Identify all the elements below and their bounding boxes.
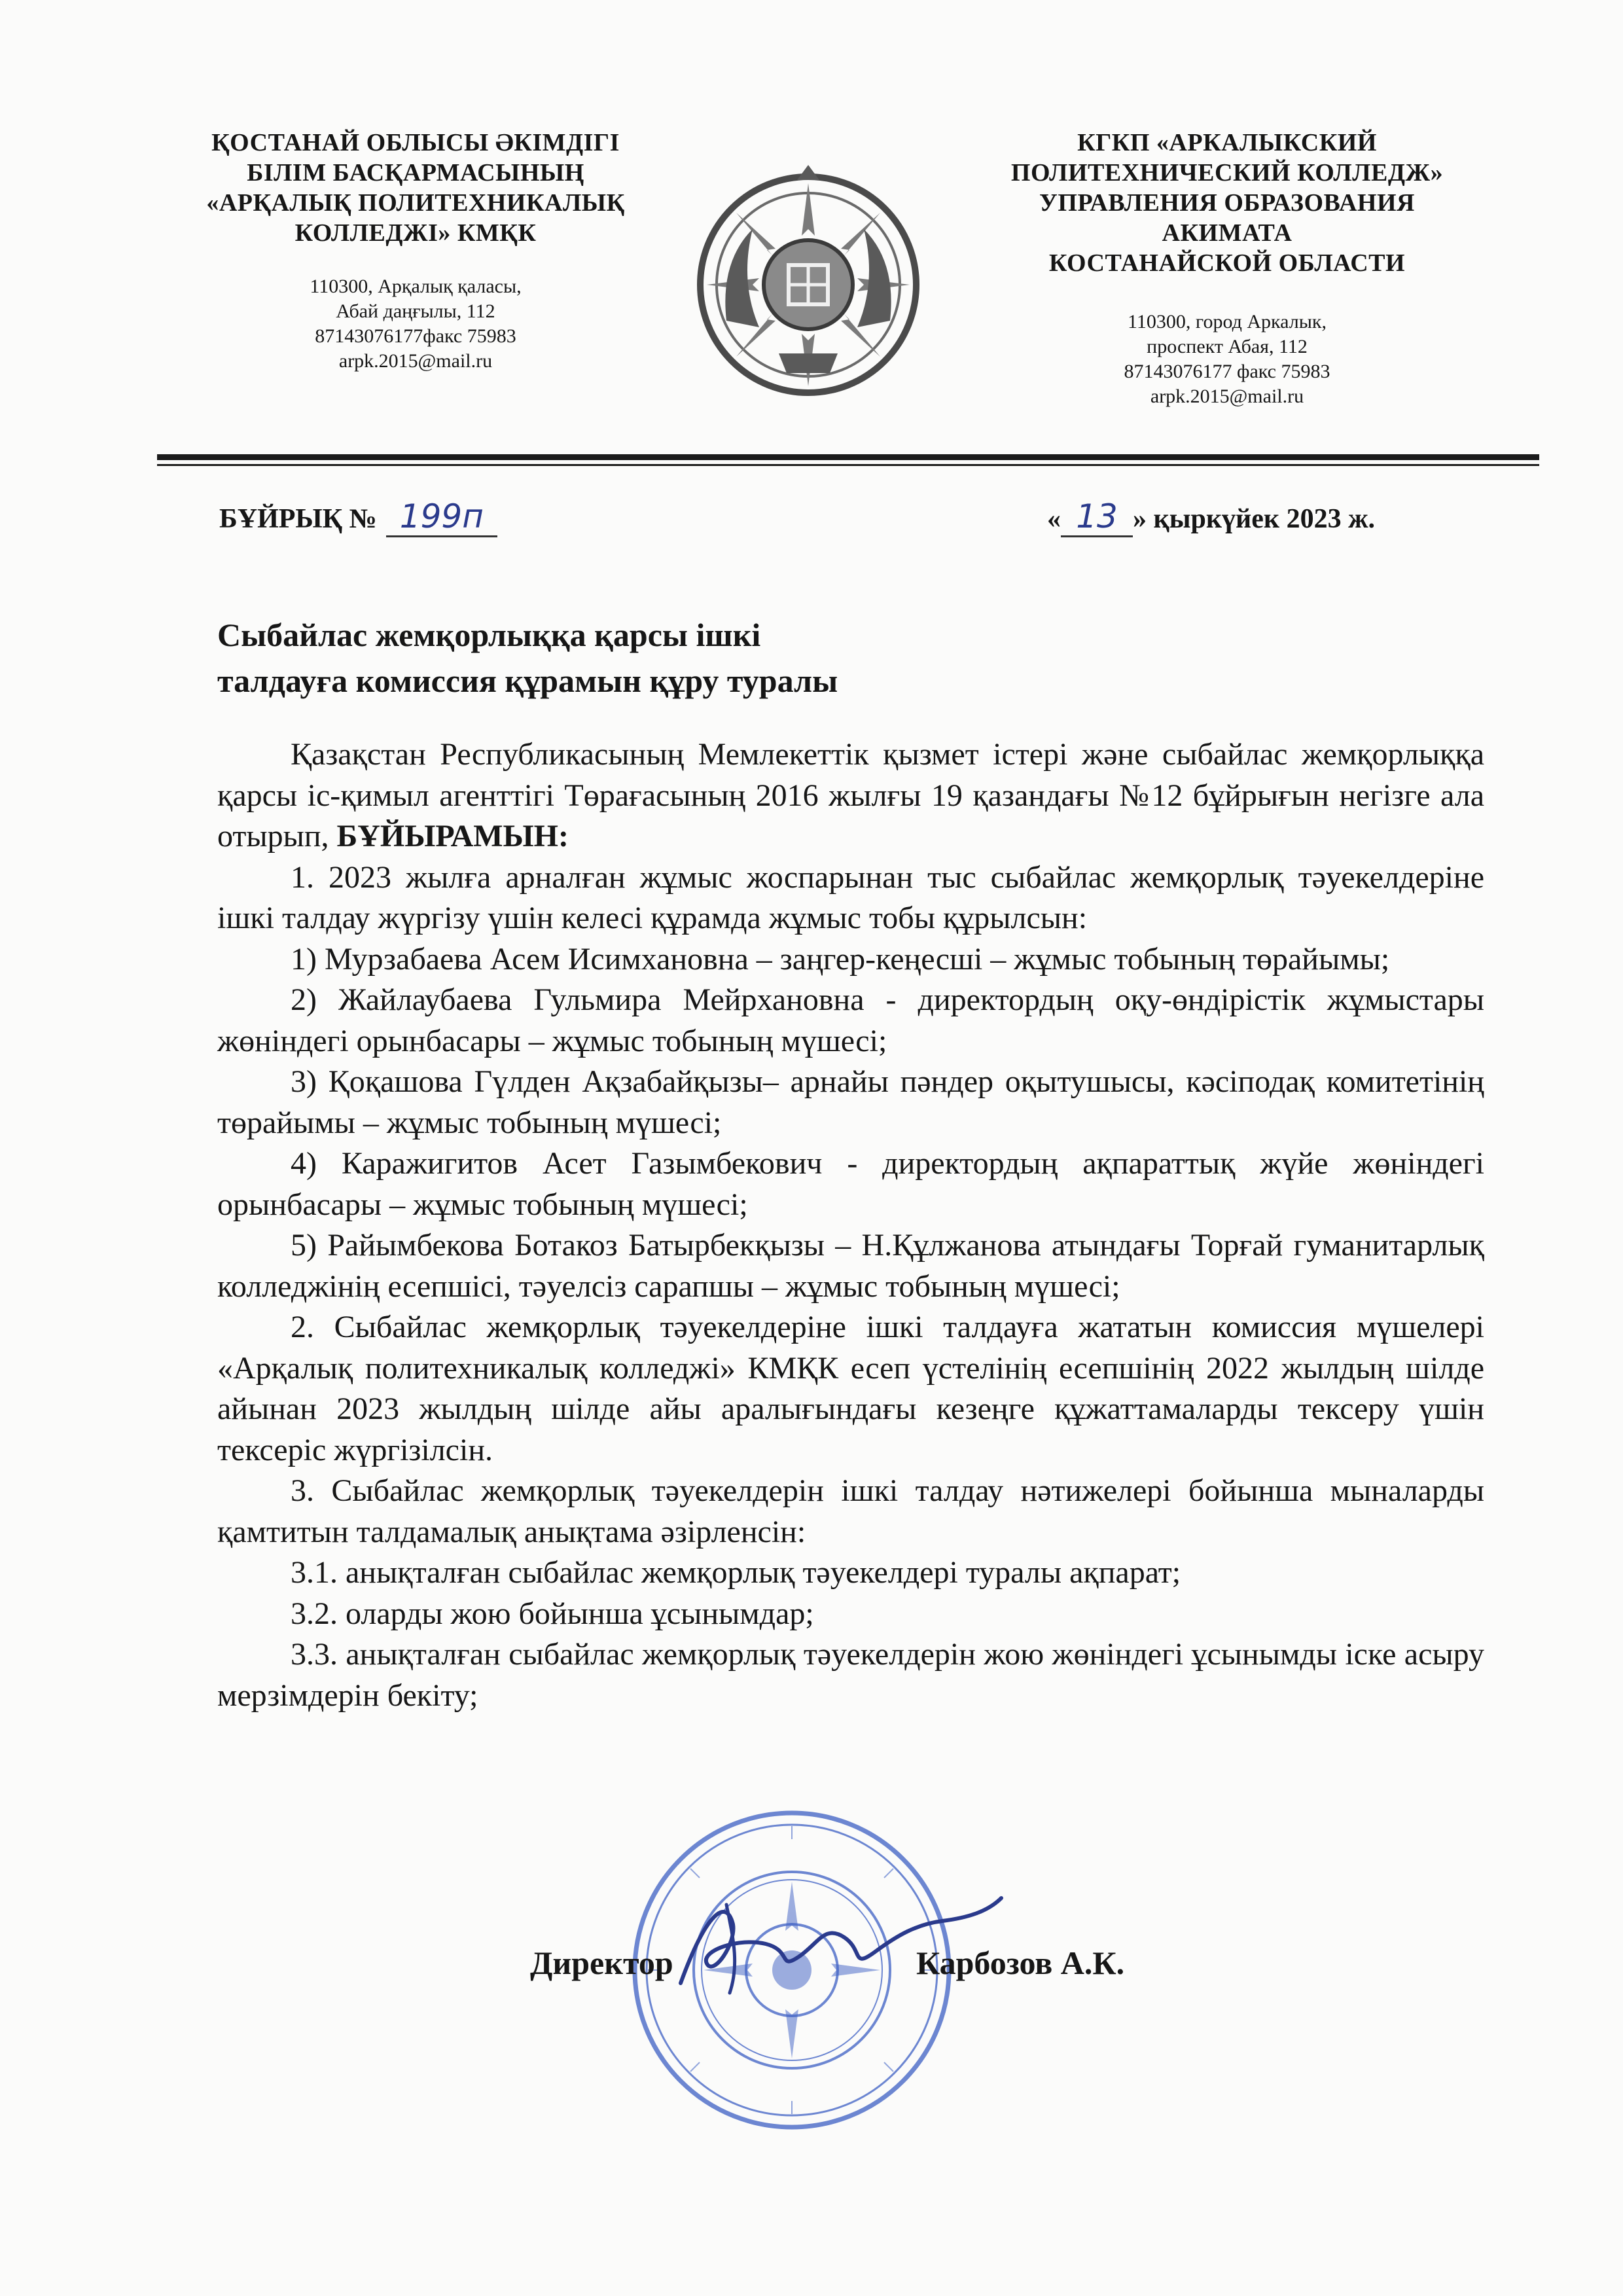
document-body <box>217 734 1484 1716</box>
body-paragraph: 3.1. анықталған сыбайлас жемқорлық тәуекелдері туралы ақпарат; <box>291 1555 1181 1590</box>
title-line: талдауға комиссия құрамын құру туралы <box>217 662 838 699</box>
body-paragraph: 2. Сыбайлас жемқорлық тәуекелдеріне ішкі талдауға жататын комиссия мүшелері «Арқалық политехникалық колледжі» КМҚК есеп үстелінің есепшінің 2022 жылдың шілде айынан 2023 жылдың шілде айы аралығындағы кезеңге құжаттамаларды тексеру үшін тексеріс жүргізілсін. <box>217 1310 1484 1467</box>
intro-paragraph <box>217 734 1484 857</box>
body-paragraph: 2) Жайлаубаева Гульмира Мейрхановна - директордың оқу-өндірістік жұмыстары жөніндегі орынбасары – жұмыс тобының мүшесі; <box>217 982 1484 1058</box>
order-number-value: 199п <box>386 497 497 537</box>
org-line: ҚОСТАНАЙ ОБЛЫСЫ ӘКІМДІГІ <box>211 129 620 156</box>
address-block-right <box>929 310 1525 409</box>
signature-position: Директор <box>530 1945 673 1981</box>
org-line: КОСТАНАЙСКОЙ ОБЛАСТИ <box>1048 249 1406 277</box>
address-line: 87143076177факс 75983 <box>315 325 516 347</box>
org-line: УПРАВЛЕНИЯ ОБРАЗОВАНИЯ <box>1039 189 1415 217</box>
address-line: 110300, город Аркалык, <box>1128 311 1327 332</box>
order-label: БҰЙРЫҚ № <box>219 504 377 534</box>
header-divider <box>157 454 1539 460</box>
address-line: Абай даңғылы, 112 <box>336 300 495 322</box>
address-line: проспект Абая, 112 <box>1147 336 1308 357</box>
address-line: 110300, Арқалық қаласы, <box>310 276 522 297</box>
header-divider-thin <box>157 464 1539 466</box>
header-left-kazakh <box>137 128 694 374</box>
org-line: БІЛІМ БАСҚАРМАСЫНЫҢ <box>247 159 584 187</box>
org-line: «АРҚАЛЫҚ ПОЛИТЕХНИКАЛЫҚ <box>206 189 625 217</box>
address-block-left <box>137 274 694 374</box>
date-rest: » қыркүйек 2023 ж. <box>1133 504 1376 534</box>
document-title <box>217 612 838 704</box>
intro-command: БҰЙЫРАМЫН: <box>336 819 569 853</box>
intro-text: Қазақстан Республикасының Мемлекеттік қызмет істері және сыбайлас жемқорлыққа қарсы іс-қимыл агенттігі Төрағасының 2016 жылғы 19 қазандағы №12 бұйрығын негізге ала отырып, <box>217 737 1484 853</box>
body-paragraph: 5) Райымбекова Ботакоз Батырбекқызы – Н.Құлжанова атындағы Торғай гуманитарлық колледжінің есепшісі, тәуелсіз сарапшы – жұмыс тобының мүшесі; <box>217 1228 1484 1304</box>
date-open: « <box>1047 504 1061 534</box>
body-paragraph: 1. 2023 жылға арналған жұмыс жоспарынан тыс сыбайлас жемқорлық тәуекелдеріне ішкі талдау жүргізу үшін келесі құрамда жұмыс тобы құрылсын: <box>217 859 1484 935</box>
org-line: АКИМАТА <box>1162 219 1293 247</box>
order-number <box>219 497 497 537</box>
header-right-russian <box>929 128 1525 409</box>
org-line: КГКП «АРКАЛЫКСКИЙ <box>1077 129 1377 156</box>
org-line: ПОЛИТЕХНИЧЕСКИЙ КОЛЛЕДЖ» <box>1010 159 1444 187</box>
body-paragraph: 3.2. оларды жою бойынша ұсынымдар; <box>291 1596 814 1631</box>
signature-name: Карбозов А.К. <box>916 1945 1125 1981</box>
body-paragraph: 3.3. анықталған сыбайлас жемқорлық тәуекелдерін жою жөніндегі ұсынымды іске асыру мерзімдерін бекіту; <box>217 1637 1484 1713</box>
body-paragraph: 1) Мурзабаева Асем Исимхановна – заңгер-кеңесші – жұмыс тобының төрайымы; <box>291 941 1390 977</box>
title-line: Сыбайлас жемқорлыққа қарсы ішкі <box>217 617 761 653</box>
body-paragraph: 3) Қоқашова Гүлден Ақзабайқызы– арнайы пәндер оқытушысы, кәсіподақ комитетінің төрайымы – жұмыс тобының мүшесі; <box>217 1064 1484 1140</box>
body-paragraph: 4) Каражигитов Асет Газымбекович - директордың ақпараттық жүйе жөніндегі орынбасары – жұмыс тобының мүшесі; <box>217 1146 1484 1222</box>
order-day-value: 13 <box>1061 497 1133 537</box>
address-line: arpk.2015@mail.ru <box>338 350 493 372</box>
org-line: КОЛЛЕДЖІ» КМҚК <box>294 219 537 247</box>
address-line: arpk.2015@mail.ru <box>1150 386 1304 407</box>
kazakhstan-emblem-icon <box>681 157 936 412</box>
order-date <box>1047 497 1375 537</box>
address-line: 87143076177 факс 75983 <box>1124 361 1330 382</box>
body-paragraph: 3. Сыбайлас жемқорлық тәуекелдерін ішкі талдау нәтижелері бойынша мыналарды қамтитын талдамалық анықтама әзірленсін: <box>217 1473 1484 1549</box>
